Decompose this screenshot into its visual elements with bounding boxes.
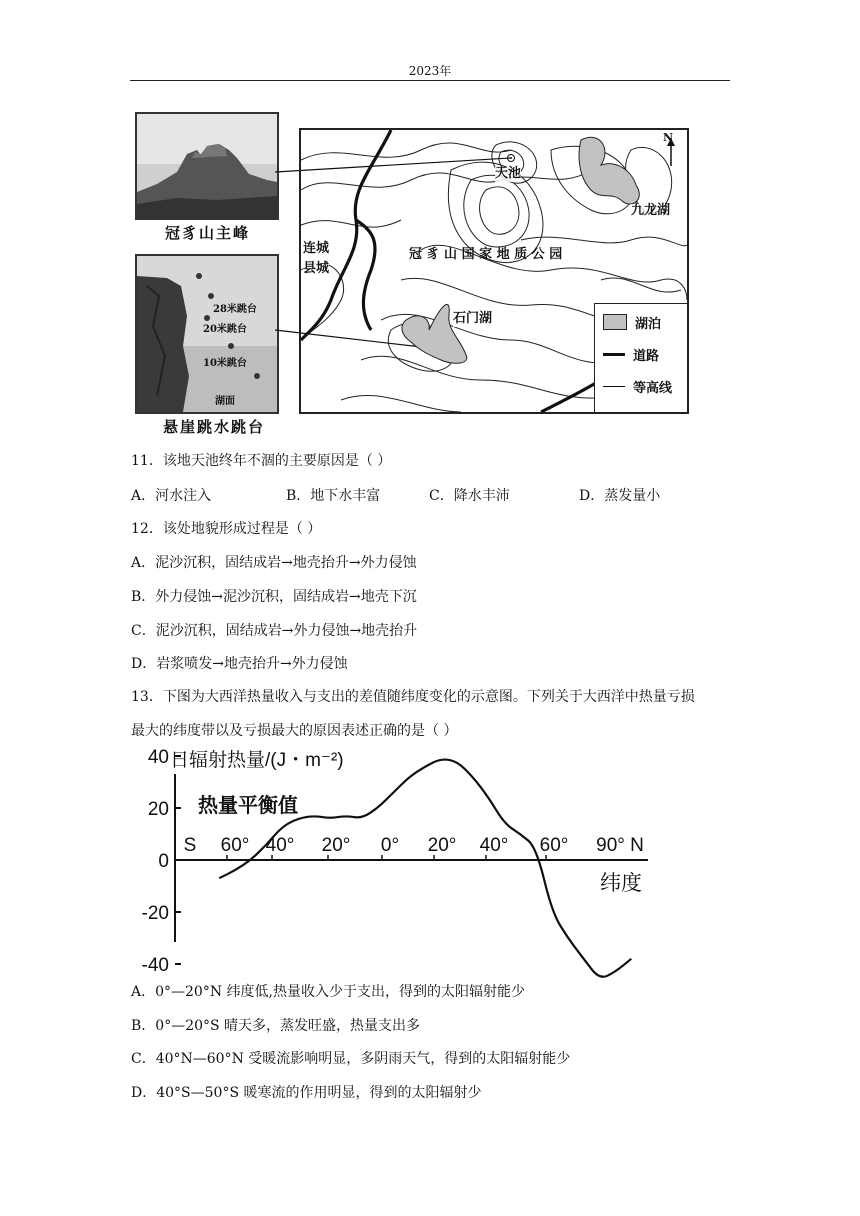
x-tick-label: 90° N [596, 835, 644, 856]
lake-swatch-icon [603, 314, 627, 330]
legend-lake-label: 湖泊 [635, 316, 662, 332]
q13-option-c[interactable]: C．40°N—60°N 受暖流影响明显，多阴雨天气，得到的太阳辐射能少 [131, 1051, 571, 1067]
y-tick-label: -20 [141, 903, 169, 924]
road-line-icon [603, 353, 625, 356]
jiulong-lake-label: 九龙湖 [631, 203, 671, 218]
y-tick-label: 40 [147, 747, 169, 768]
q11-option-a[interactable]: A．河水注入 [131, 488, 212, 504]
page-header: 2023年 [408, 64, 452, 78]
x-tick-label: 40° [265, 835, 295, 856]
q11-option-d[interactable]: D．蒸发量小 [579, 488, 661, 504]
question-13-stem-line2: 最大的纬度带以及亏损最大的原因表述正确的是（ ） [131, 723, 458, 739]
x-tick-label: 60° [539, 835, 569, 856]
mountain-photo-caption: 冠豸山主峰 [165, 224, 251, 242]
q11-option-c[interactable]: C．降水丰沛 [429, 488, 510, 504]
platform-20m-label: 20米跳台 [203, 324, 247, 335]
map-legend [594, 303, 687, 412]
question-12-stem: 12．该处地貌形成过程是（ ） [131, 521, 322, 537]
county-town-label: 县城 [303, 261, 330, 276]
x-tick-label: 0° [380, 835, 400, 856]
y-tick-label: 0 [158, 851, 169, 872]
x-tick-label: 20° [321, 835, 351, 856]
heat-balance-chart [130, 742, 660, 976]
heat-balance-series-line [219, 760, 631, 977]
question-11-stem: 11．该地天池终年不涸的主要原因是（ ） [131, 453, 392, 469]
y-tick-label: 20 [147, 799, 169, 820]
platform-28m-label: 28米跳台 [213, 304, 257, 315]
cliff-diving-photo-caption: 悬崖跳水跳台 [163, 418, 266, 436]
y-tick-label: -40 [141, 955, 169, 976]
q12-option-b[interactable]: B．外力侵蚀→泥沙沉积，固结成岩→地壳下沉 [131, 589, 417, 605]
q12-option-a[interactable]: A．泥沙沉积，固结成岩→地壳抬升→外力侵蚀 [131, 555, 417, 571]
legend-road [603, 340, 687, 368]
q12-option-d[interactable]: D．岩浆喷发→地壳抬升→外力侵蚀 [131, 656, 348, 672]
north-label: N [663, 131, 674, 144]
x-tick-label: 60° [220, 835, 250, 856]
q13-option-a[interactable]: A．0°—20°N 纬度低,热量收入少于支出，得到的太阳辐射能少 [131, 984, 525, 1000]
question-13-stem-line1: 13．下图为大西洋热量收入与支出的差值随纬度变化的示意图。下列关于大西洋中热量亏损 [131, 689, 695, 705]
x-tick-label: 20° [427, 835, 457, 856]
balance-annotation: 热量平衡值 [198, 795, 298, 817]
x-axis-label: 纬度 [600, 872, 642, 895]
legend-contour [603, 372, 687, 400]
q13-option-b[interactable]: B．0°—20°S 晴天多，蒸发旺盛，热量支出多 [131, 1018, 421, 1034]
q11-option-b[interactable]: B．地下水丰富 [286, 488, 381, 504]
legend-road-label: 道路 [633, 348, 660, 364]
platform-10m-label: 10米跳台 [203, 358, 247, 369]
legend-lake [603, 308, 687, 336]
q13-option-d[interactable]: D．40°S—50°S 暖寒流的作用明显，得到的太阳辐射少 [131, 1085, 482, 1101]
x-tick-label: 40° [479, 835, 509, 856]
contour-line-icon [603, 386, 625, 387]
y-axis-label: 日辐射热量/(J・m⁻²) [170, 750, 344, 771]
legend-contour-label: 等高线 [633, 380, 673, 396]
x-tick-label: S [183, 835, 197, 856]
question-11-options [131, 485, 660, 505]
q12-option-c[interactable]: C．泥沙沉积，固结成岩→外力侵蚀→地壳抬升 [131, 623, 418, 639]
lake-surface-label: 湖面 [215, 396, 235, 407]
geopark-label: 冠 豸 山 国 家 地 质 公 园 [409, 247, 563, 262]
tianchi-label: 天池 [495, 166, 522, 181]
geopark-map [299, 128, 689, 414]
shimen-lake-label: 石门湖 [453, 311, 493, 326]
liancheng-label: 连城 [303, 241, 330, 256]
